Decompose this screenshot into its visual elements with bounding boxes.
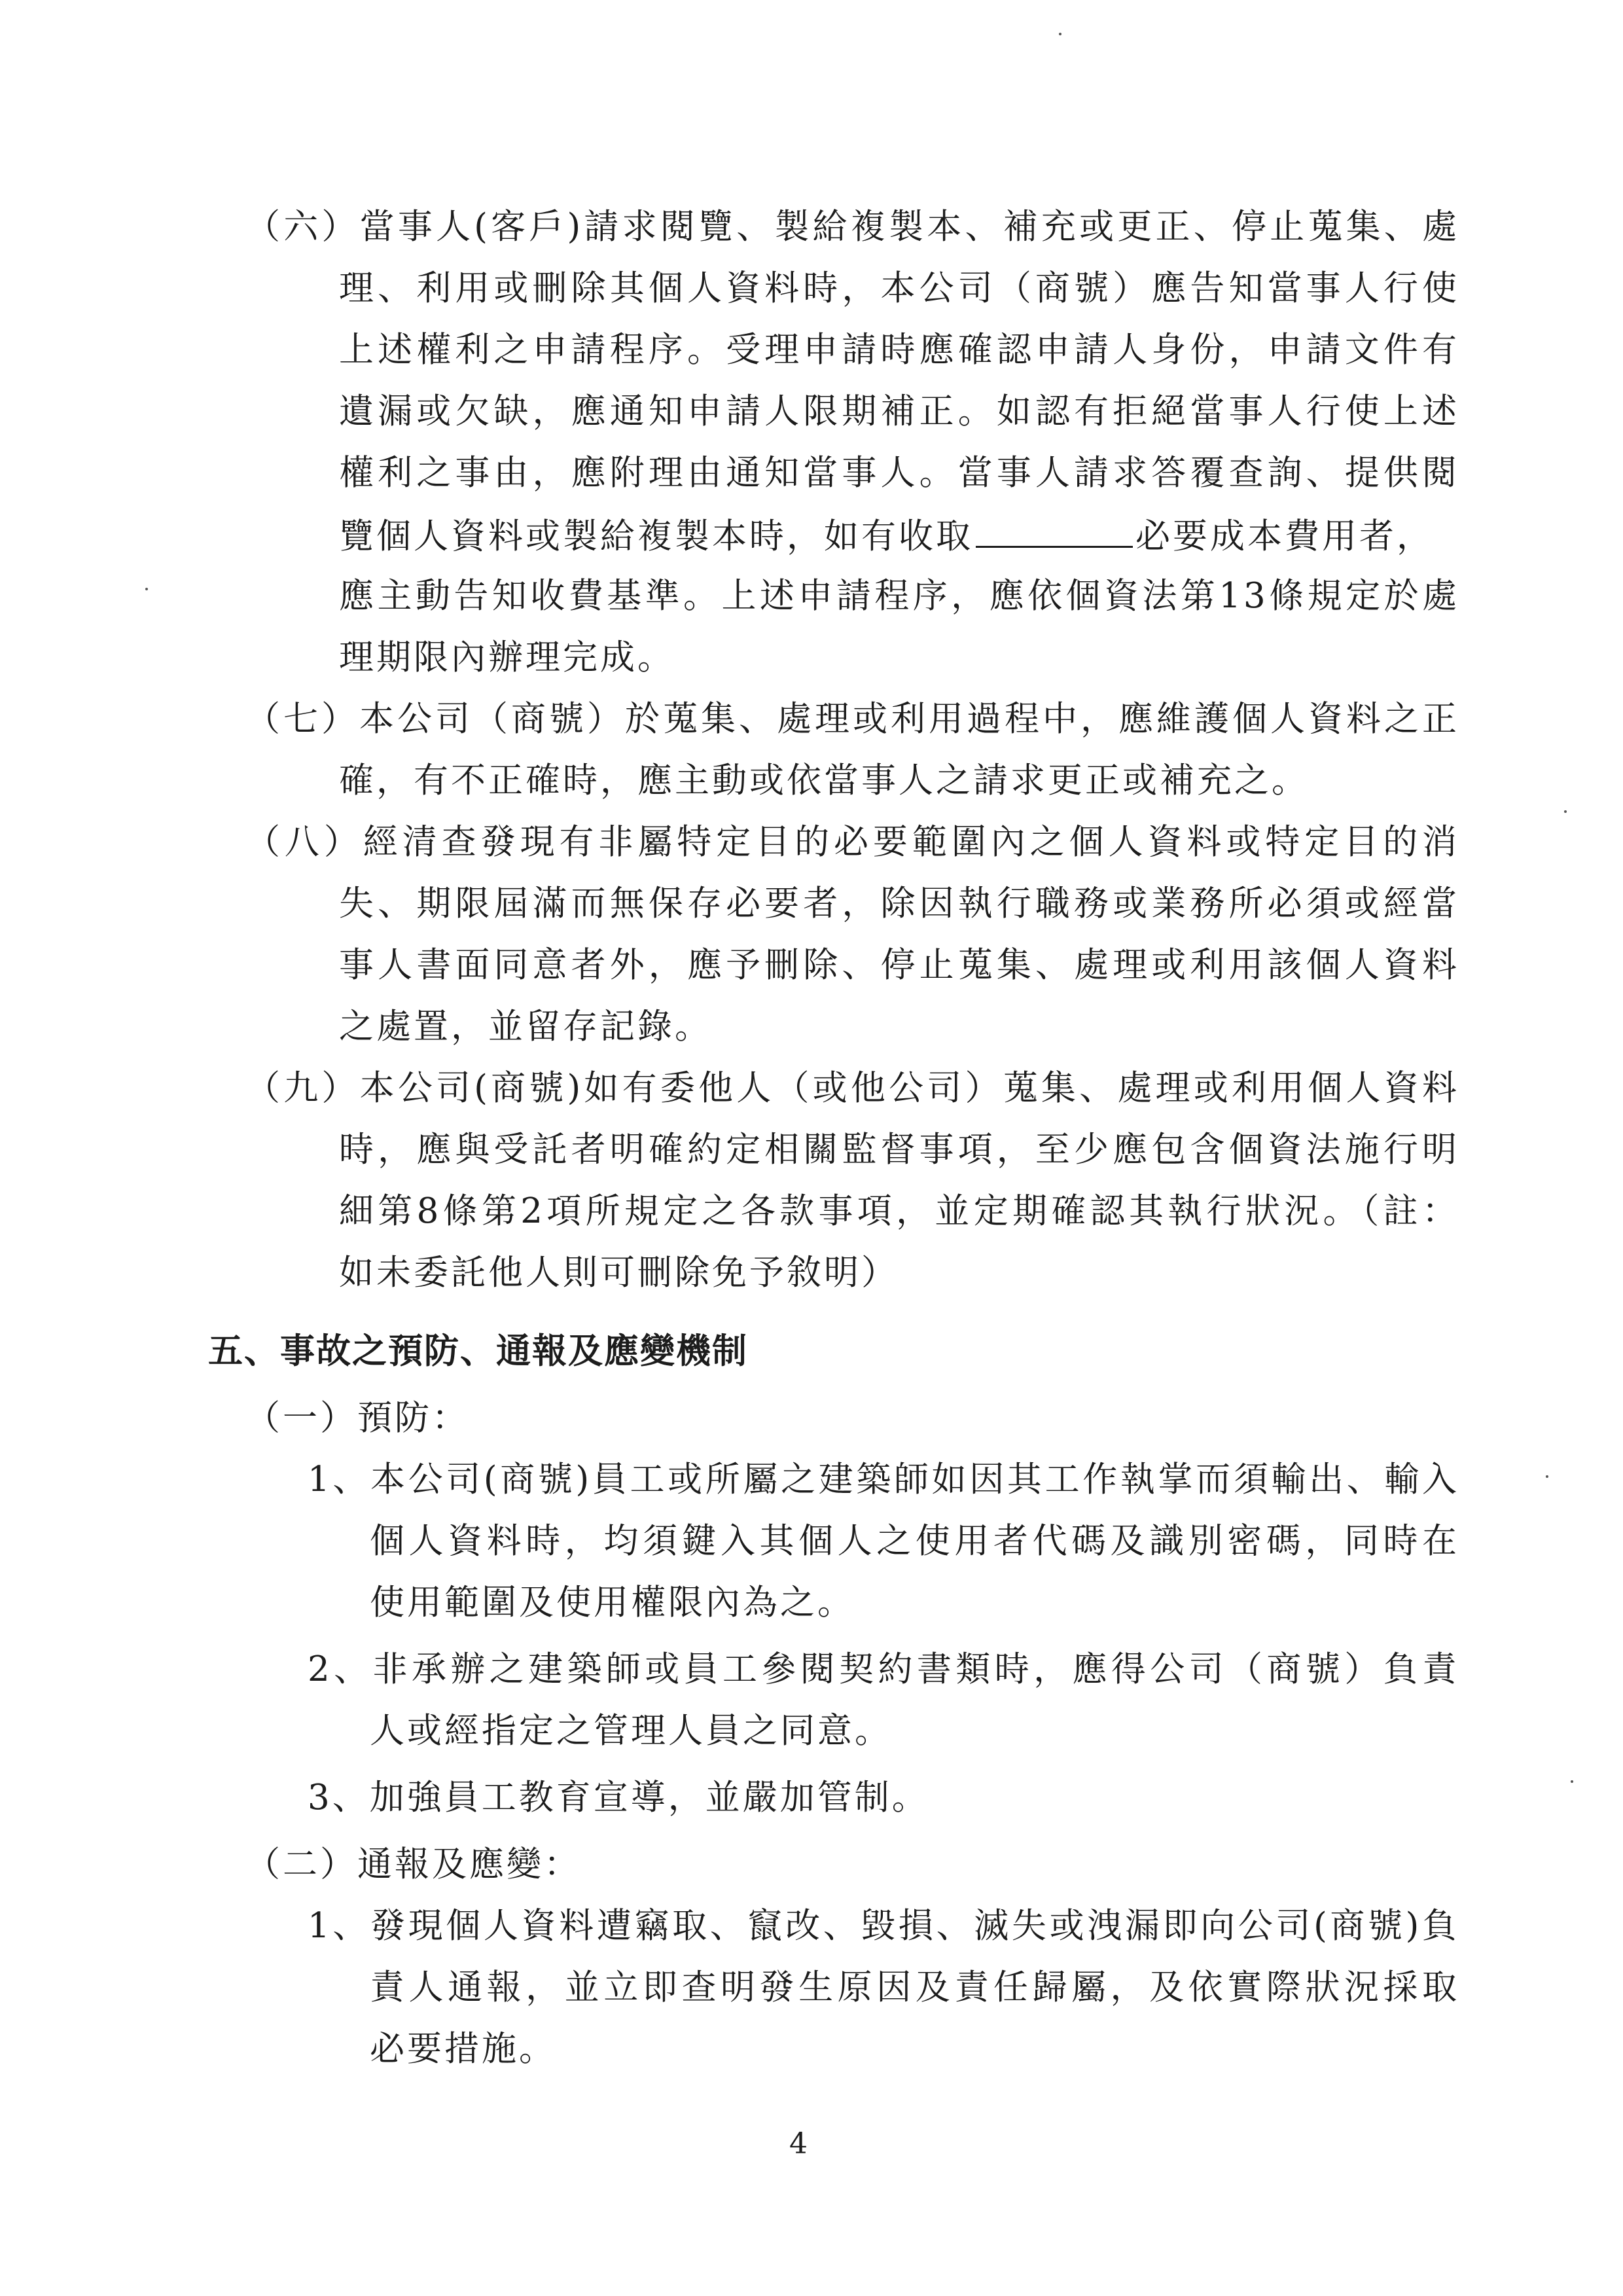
item-six-line-6 — [339, 517, 1459, 554]
page-number: 4 — [789, 2127, 808, 2161]
item-six-line-6-after: 必要成本費用者， — [1135, 516, 1434, 556]
item-six-line-7: 應主動告知收費基準。上述申請程序，應依個資法第13條規定於處 — [339, 576, 1459, 616]
item-nine-line-3: 細第8條第2項所規定之各款事項，並定期確認其執行狀況。（註： — [339, 1191, 1459, 1231]
item-six-line-4: 遺漏或欠缺，應通知申請人限期補正。如認有拒絕當事人行使上述 — [339, 391, 1459, 431]
section-five-heading: 五、事故之預防、通報及應變機制 — [208, 1331, 748, 1371]
item-nine-line-2: 時，應與受託者明確約定相關監督事項，至少應包含個資法施行明 — [339, 1130, 1459, 1170]
item-nine-line-1: （九）本公司(商號)如有委他人（或他公司）蒐集、處理或利用個人資料 — [245, 1068, 1459, 1108]
scan-speck — [1546, 1475, 1548, 1478]
prevention-item1-line-1: 1、本公司(商號)員工或所屬之建築師如因其工作執掌而須輸出、輸入 — [308, 1460, 1459, 1499]
prevention-item2-line-1: 2、非承辦之建築師或員工參閱契約書類時，應得公司（商號）負責 — [308, 1649, 1459, 1689]
item-seven-line-1: （七）本公司（商號）於蒐集、處理或利用過程中，應維護個人資料之正 — [245, 699, 1459, 739]
scan-speck — [1059, 33, 1061, 35]
notification-item1-line-2: 責人通報，並立即查明發生原因及責任歸屬，及依實際狀況採取 — [370, 1967, 1459, 2007]
notification-item1-line-3: 必要措施。 — [370, 2029, 556, 2069]
prevention-item1-line-3: 使用範圍及使用權限內為之。 — [370, 1583, 855, 1623]
item-six-line-6-before: 覽個人資料或製給複製本時，如有收取 — [339, 516, 973, 556]
item-eight-line-3: 事人書面同意者外，應予刪除、停止蒐集、處理或利用該個人資料 — [339, 945, 1459, 985]
item-six-line-3: 上述權利之申請程序。受理申請時應確認申請人身份，申請文件有 — [339, 330, 1459, 370]
scan-speck — [145, 588, 148, 590]
prevention-item2-line-2: 人或經指定之管理人員之同意。 — [370, 1711, 892, 1751]
item-nine-line-4: 如未委託他人則可刪除免予敘明） — [339, 1253, 899, 1293]
item-six-line-8: 理期限內辦理完成。 — [339, 637, 675, 677]
item-eight-line-1: （八）經清查發現有非屬特定目的必要範圍內之個人資料或特定目的消 — [245, 822, 1459, 862]
scan-speck — [1571, 1780, 1573, 1783]
prevention-item3: 3、加強員工教育宣導，並嚴加管制。 — [308, 1778, 929, 1818]
item-seven-line-2: 確，有不正確時，應主動或依當事人之請求更正或補充之。 — [339, 761, 1309, 800]
fee-blank — [976, 517, 1133, 548]
prevention-label: （一）預防： — [245, 1398, 469, 1438]
item-six-line-2: 理、利用或刪除其個人資料時，本公司（商號）應告知當事人行使 — [339, 268, 1459, 308]
notification-item1-line-1: 1、發現個人資料遭竊取、竄改、毀損、滅失或洩漏即向公司(商號)負 — [308, 1906, 1459, 1946]
item-eight-line-2: 失、期限屆滿而無保存必要者，除因執行職務或業務所必須或經當 — [339, 884, 1459, 924]
item-eight-line-4: 之處置，並留存記錄。 — [339, 1007, 712, 1047]
scan-speck — [1564, 810, 1567, 813]
notification-label: （二）通報及應變： — [245, 1844, 581, 1884]
item-six-line-5: 權利之事由，應附理由通知當事人。當事人請求答覆查詢、提供閱 — [339, 453, 1459, 493]
item-six-line-1: （六）當事人(客戶)請求閱覽、製給複製本、補充或更正、停止蒐集、處 — [245, 207, 1459, 247]
prevention-item1-line-2: 個人資料時，均須鍵入其個人之使用者代碼及識別密碼，同時在 — [370, 1521, 1459, 1561]
